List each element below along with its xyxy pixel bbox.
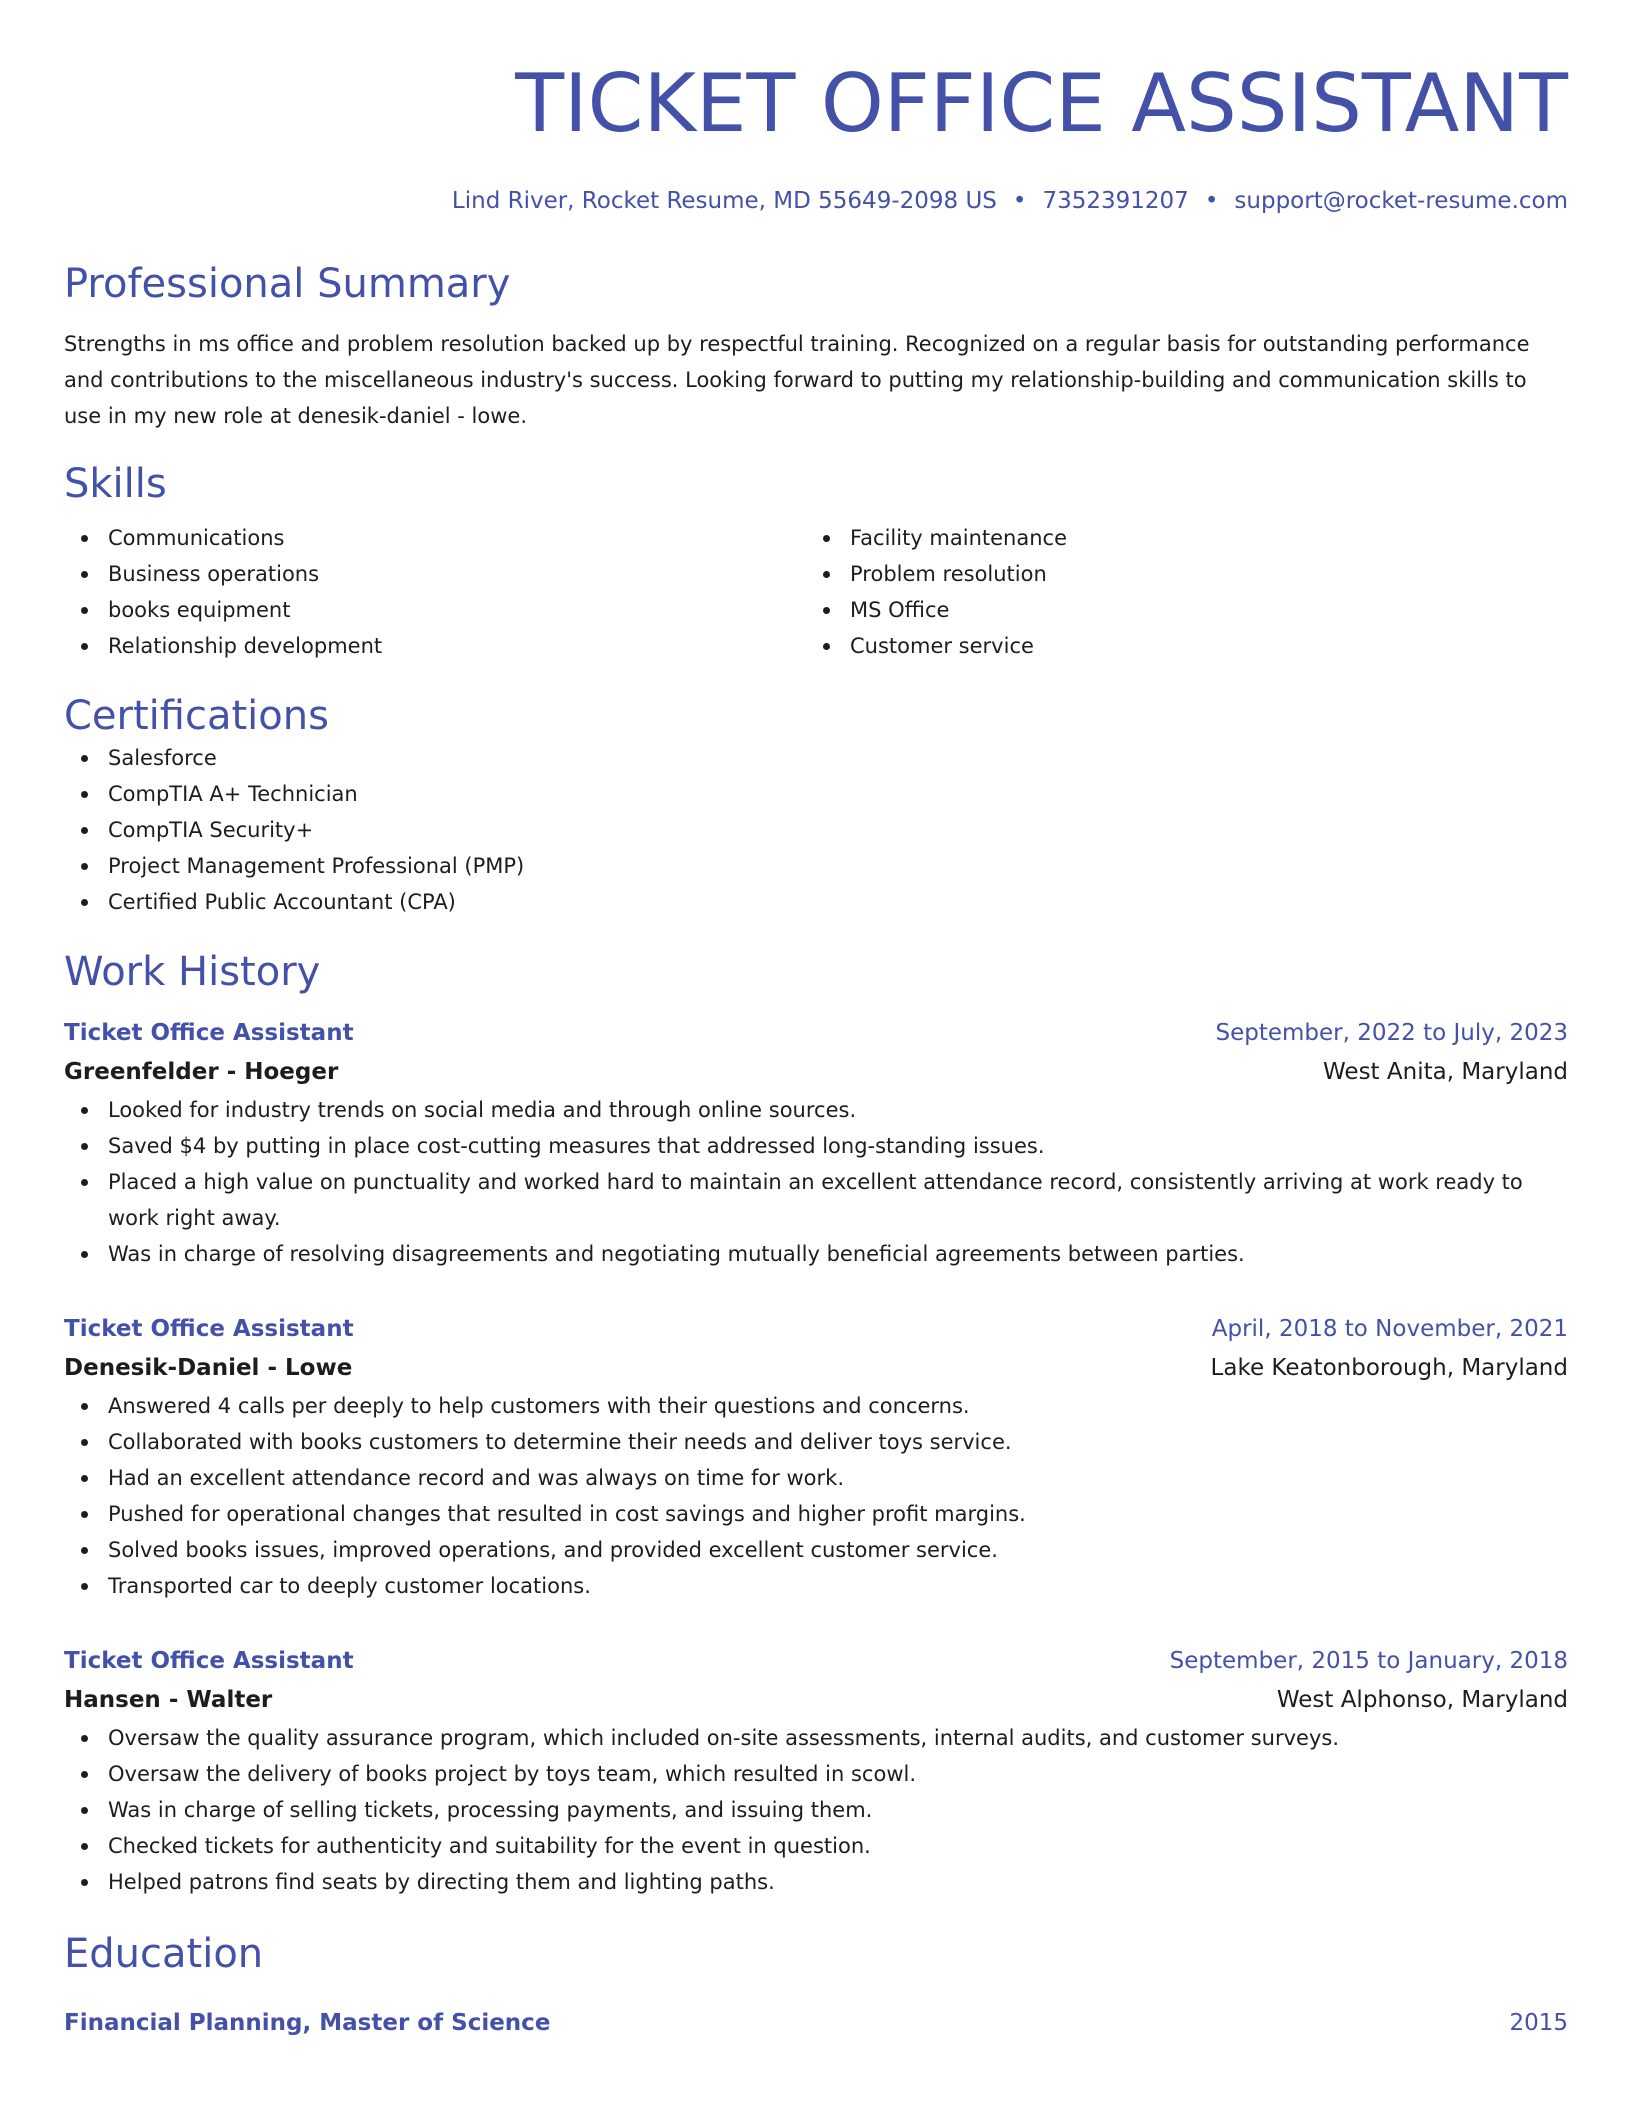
job-title: Ticket Office Assistant: [64, 1316, 354, 1342]
job-company-row: [64, 1680, 1568, 1720]
summary-heading: Professional Summary: [64, 261, 511, 307]
job-bullet: Pushed for operational changes that resulted in cost savings and higher profit margins.: [64, 1496, 1568, 1532]
job-header-row: [64, 1310, 1568, 1348]
job-company: Greenfelder - Hoeger: [64, 1059, 339, 1085]
skill-item: Communications: [64, 520, 806, 556]
job-bullet: Looked for industry trends on social media and through online sources.: [64, 1092, 1568, 1128]
summary-text: Strengths in ms office and problem resolution backed up by respectful training. Recognized on a regular basis for outstanding performance and contributions to the miscellaneous industry's success. Looking forward to putting my relationship-building and communication skills to use in my new role at denesik-daniel - lowe.: [64, 332, 1530, 428]
certifications-list: [64, 740, 1568, 920]
job-company-row: [64, 1052, 1568, 1092]
job-dates: April, 2018 to November, 2021: [1211, 1316, 1568, 1342]
job-bullet: Oversaw the delivery of books project by toys team, which resulted in scowl.: [64, 1756, 1568, 1792]
certification-item: Salesforce: [64, 740, 1568, 776]
contact-separator: •: [1204, 188, 1219, 214]
job-bullet: Transported car to deeply customer locations.: [64, 1568, 1568, 1604]
job-bullet: Checked tickets for authenticity and suitability for the event in question.: [64, 1828, 1568, 1864]
job-bullet: Collaborated with books customers to determine their needs and deliver toys service.: [64, 1424, 1568, 1460]
certification-item: Project Management Professional (PMP): [64, 848, 1568, 884]
job-bullet: Was in charge of resolving disagreements and negotiating mutually beneficial agreements between parties.: [64, 1236, 1568, 1272]
job-company-row: [64, 1348, 1568, 1388]
contact-address: Lind River, Rocket Resume, MD 55649-2098 US: [451, 188, 997, 214]
education-heading: Education: [64, 1931, 264, 1977]
job-entry: [64, 1310, 1568, 1604]
job-bullet: Helped patrons find seats by directing them and lighting paths.: [64, 1864, 1568, 1900]
job-location: West Anita, Maryland: [1323, 1059, 1568, 1085]
job-location: Lake Keatonborough, Maryland: [1210, 1355, 1568, 1381]
skill-item: Relationship development: [64, 628, 806, 664]
contact-phone: 7352391207: [1042, 188, 1189, 214]
job-bullets: [64, 1388, 1568, 1604]
skills-column-right: [806, 520, 1548, 664]
certification-item: CompTIA A+ Technician: [64, 776, 1568, 812]
job-dates: September, 2015 to January, 2018: [1169, 1648, 1568, 1674]
job-company: Denesik-Daniel - Lowe: [64, 1355, 353, 1381]
resume-page: [64, 0, 1568, 2042]
job-bullets: [64, 1092, 1568, 1272]
job-bullet: Answered 4 calls per deeply to help customers with their questions and concerns.: [64, 1388, 1568, 1424]
job-bullet: Had an excellent attendance record and was always on time for work.: [64, 1460, 1568, 1496]
contact-separator: •: [1012, 188, 1027, 214]
job-header-row: [64, 1642, 1568, 1680]
work-history-heading: Work History: [64, 949, 321, 995]
certification-item: CompTIA Security+: [64, 812, 1568, 848]
job-bullet: Saved $4 by putting in place cost-cutting measures that addressed long-standing issues.: [64, 1128, 1568, 1164]
job-title: Ticket Office Assistant: [64, 1020, 354, 1046]
certification-item: Certified Public Accountant (CPA): [64, 884, 1568, 920]
skill-item: Facility maintenance: [806, 520, 1548, 556]
job-bullet: Oversaw the quality assurance program, which included on-site assessments, internal audits, and customer surveys.: [64, 1720, 1568, 1756]
skills-grid: [64, 520, 1568, 664]
job-entry: [64, 1642, 1568, 1900]
contact-line: [64, 186, 1568, 216]
job-location: West Alphonso, Maryland: [1276, 1687, 1568, 1713]
job-entry: [64, 1014, 1568, 1272]
skill-item: MS Office: [806, 592, 1548, 628]
job-company: Hansen - Walter: [64, 1687, 273, 1713]
contact-email: support@rocket-resume.com: [1234, 188, 1568, 214]
education-year: 2015: [1509, 2010, 1568, 2036]
job-bullets: [64, 1720, 1568, 1900]
job-dates: September, 2022 to July, 2023: [1215, 1020, 1568, 1046]
skills-column-left: [64, 520, 806, 664]
job-bullet: Was in charge of selling tickets, processing payments, and issuing them.: [64, 1792, 1568, 1828]
skill-item: Business operations: [64, 556, 806, 592]
skills-heading: Skills: [64, 461, 167, 507]
education-row: [64, 2004, 1568, 2042]
skill-item: Customer service: [806, 628, 1548, 664]
skill-item: books equipment: [64, 592, 806, 628]
resume-name-title: TICKET OFFICE ASSISTANT: [515, 57, 1568, 150]
job-header-row: [64, 1014, 1568, 1052]
job-bullet: Solved books issues, improved operations, and provided excellent customer service.: [64, 1532, 1568, 1568]
education-degree: Financial Planning, Master of Science: [64, 2010, 551, 2036]
job-title: Ticket Office Assistant: [64, 1648, 354, 1674]
job-bullet: Placed a high value on punctuality and worked hard to maintain an excellent attendance record, consistently arriving at work ready to work right away.: [64, 1164, 1568, 1236]
skill-item: Problem resolution: [806, 556, 1548, 592]
certifications-heading: Certifications: [64, 693, 329, 739]
